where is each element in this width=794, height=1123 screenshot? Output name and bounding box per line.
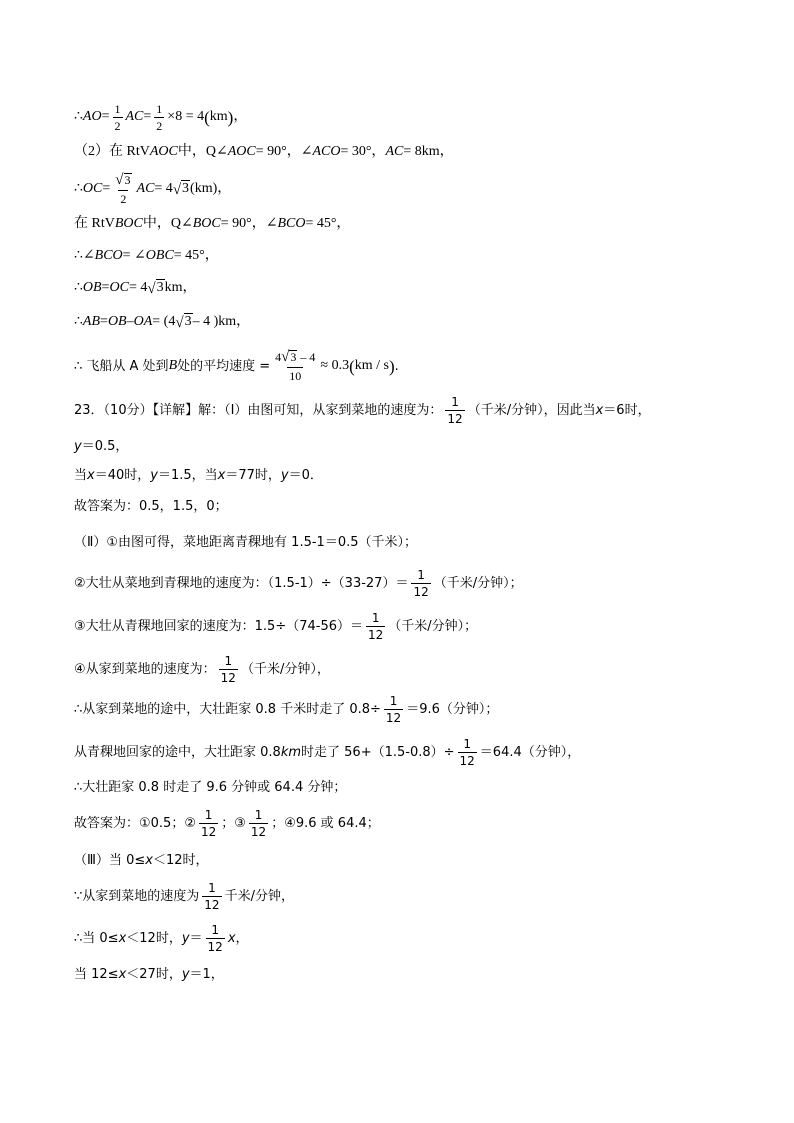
paren: ) [388,356,395,376]
fraction [199,809,218,838]
numerator-rest: – 4 [297,350,316,364]
var-text: B [168,358,178,373]
text: （千米/分钟）， [240,661,330,677]
var-text: OA [133,314,153,329]
fraction [154,103,164,132]
fraction-numerator [113,173,133,190]
fraction [458,738,477,767]
text: ；④9.6 或 64.4； [271,815,380,831]
line-8 [74,346,774,386]
var-text: AOC [149,144,178,159]
var-text: y [181,930,190,946]
var-text: AOC [227,144,256,159]
line-17 [74,692,774,726]
triangle-symbol: V [104,216,115,231]
numerator-coef: 4 [275,350,282,364]
text: 23．（10分）【详解】解：（Ⅰ）由图可知，从家到菜地的速度为： [74,402,443,418]
text: = ∠ [122,248,146,263]
text: = 45°， [305,216,351,231]
var-text: y [181,966,190,982]
line-19 [74,778,774,796]
line-14 [74,566,774,600]
line-3 [74,171,774,207]
text: = 30°， [340,144,386,159]
text: 中，Q∠ [177,144,228,159]
text: ＝ [189,930,203,946]
var-text: BOC [114,216,143,231]
var-text: AC [136,181,155,196]
fraction [206,924,225,953]
line-21 [74,851,774,869]
text: = 4 [128,280,148,295]
text: = (4 [152,314,176,329]
text: 千米/分钟， [224,888,294,904]
text: ④从家到菜地的速度为： [74,661,216,677]
fraction-numerator: 1 [417,567,425,582]
text: ②大壮从菜地到青稞地的速度为：（1.5-1）÷（33-27）＝ [74,575,409,591]
text: ＝0.5， [81,438,129,454]
line-5 [74,247,774,265]
var-text: AO [82,109,102,124]
var-text: x [595,402,604,418]
text: 故答案为：0.5，1.5，0； [74,498,228,514]
text: = 90°，∠ [255,144,313,159]
line-10 [74,437,774,455]
fraction-denominator: 2 [114,118,121,133]
text: （Ⅲ）当 0≤ [74,852,146,868]
paren: ) [227,107,234,127]
fraction [384,695,403,724]
text: = 4 [154,181,173,196]
line-23 [74,921,774,955]
line-18 [74,735,774,769]
text: (km)， [190,181,232,196]
var-text: OC [109,280,129,295]
unit-text: km [209,109,228,124]
text: ≈ 0.3 [320,358,350,373]
line-15 [74,609,774,643]
therefore-text: ∴ [74,280,83,295]
var-text: y [74,438,82,454]
radicand: 3 [290,350,297,365]
fraction-numerator: 1 [211,922,219,937]
text: ∴ 飞船从 A 处到 [74,358,169,374]
fraction [273,350,317,382]
fraction [249,809,268,838]
text: ＝77时， [225,467,281,483]
fraction-denominator: 12 [385,710,402,725]
text: 在 Rt [74,216,105,231]
text: ＝0． [288,467,323,483]
text: km， [164,280,197,295]
var-text: AB [82,314,101,329]
text: = [102,181,111,196]
fraction-denominator: 12 [250,824,267,839]
var-text: x [145,852,153,868]
fraction [113,103,123,132]
text: ＜27时， [126,966,182,982]
text: （千米/分钟）； [433,575,523,591]
text: ， [233,109,248,124]
fraction-denominator: 12 [207,939,223,954]
text: 当 [74,467,88,483]
var-text: OB [107,314,127,329]
text: = [143,109,152,124]
fraction-numerator [273,350,317,367]
text: = [101,280,110,295]
text: （千米/分钟），因此当 [467,402,596,418]
text: = 90°，∠ [220,216,278,231]
text: 故答案为：①0.5；② [74,815,196,831]
triangle-symbol: V [139,144,150,159]
fraction-numerator: 1 [451,394,459,409]
line-22 [74,879,774,913]
text: – 4 )km， [192,314,251,329]
text: ＝6时， [603,402,651,418]
text: ＝1.5，当 [157,467,218,483]
line-24 [74,965,774,983]
fraction-denominator: 12 [204,897,220,912]
text: = [101,109,110,124]
fraction-denominator: 2 [120,192,127,206]
sqrt: √ 3 [281,349,297,365]
var-text: BOC [192,216,221,231]
text: ＝64.4（分钟）， [479,744,581,760]
fraction [202,882,221,911]
line-20 [74,806,774,840]
text: ＝9.6（分钟）； [406,701,499,717]
fraction-denominator: 12 [459,753,475,768]
var-text: ACO [312,144,341,159]
unit-text: km [280,744,302,760]
fraction-denominator: 12 [220,670,236,685]
radicand: 3 [124,173,131,188]
fraction [219,655,238,684]
text: ＜12时， [126,930,182,946]
therefore-text: ∴ [74,314,83,329]
text: ∴大壮距家 0.8 时走了 9.6 分钟或 64.4 分钟； [74,779,347,795]
text: . [394,358,399,374]
text: （千米/分钟）； [388,618,478,634]
therefore-text: ∴ [74,181,83,196]
text: = 8km， [403,144,454,159]
fraction-numerator: 1 [208,880,216,895]
fraction-denominator: 12 [413,584,429,599]
text: ∴从家到菜地的途中，大壮距家 0.8 千米时走了 0.8÷ [74,701,381,717]
fraction-numerator: 1 [114,101,121,116]
radicand: 3 [156,280,164,296]
text: ＜12时， [152,852,209,868]
line-11 [74,466,774,484]
var-text: y [280,467,289,483]
var-text: BCO [94,248,123,263]
fraction-numerator: 1 [156,101,163,116]
var-text: AC [125,109,144,124]
line-9 [74,393,774,427]
line-7 [74,312,774,332]
fraction-numerator: 1 [224,653,233,668]
fraction-denominator: 10 [289,369,302,383]
text: 中，Q∠ [142,216,193,231]
unit-text: km / s [354,358,389,373]
fraction-denominator: 12 [200,824,217,839]
line-6 [74,278,774,298]
var-text: OBC [145,248,174,263]
fraction-numerator: 1 [204,807,213,822]
sqrt: √ 3 [172,181,190,198]
paren: ( [349,356,355,376]
text: （Ⅱ）①由图可得，菜地距离青稞地有 1.5-1＝0.5（千米）； [74,534,417,550]
line-1 [74,101,774,133]
text: ∵从家到菜地的速度为 [74,888,200,904]
radicand: 3 [182,181,190,197]
fraction-numerator: 1 [254,807,263,822]
fraction-numerator: 1 [389,693,398,708]
text: 处的平均速度 = [177,358,271,374]
fraction [445,396,464,425]
var-text: x [118,966,127,982]
var-text: x [87,467,95,483]
text: 时走了 56+（1.5-0.8）÷ [301,744,455,760]
text: 当 12≤ [74,966,119,982]
fraction [366,612,385,641]
line-2 [74,143,774,161]
var-text: BCO [277,216,306,231]
line-16 [74,652,774,686]
var-text: OC [82,181,103,196]
line-12 [74,497,774,515]
text: ③大壮从青稞地回家的速度为：1.5÷（74-56）＝ [74,618,363,634]
var-text: x [217,467,226,483]
var-text: OB [82,280,102,295]
fraction [411,569,430,598]
paren: ( [204,107,210,127]
text: （2）在 Rt [74,144,140,159]
text: ∴∠ [74,248,95,263]
var-text: y [150,467,158,483]
radicand: 3 [184,314,192,330]
fraction-denominator: 12 [447,411,463,426]
text: ×8 = 4 [167,109,205,124]
text: 从青稞地回家的途中，大壮距家 0.8 [74,744,281,760]
text: ＝40时， [94,467,151,483]
fraction-numerator: 1 [371,610,380,625]
text: ∴当 0≤ [74,930,119,946]
line-4 [74,215,774,233]
text: = 45°， [173,248,219,263]
text: ＝1， [189,966,224,982]
fraction-denominator: 12 [368,627,384,642]
text: – [126,314,134,329]
var-text: AC [385,144,404,159]
var-text: x [118,930,127,946]
fraction [113,173,133,205]
therefore-text: ∴ [74,109,83,124]
text: ， [235,930,249,946]
fraction-numerator: 1 [463,736,471,751]
text: ；③ [221,815,246,831]
fraction-denominator: 2 [156,118,163,133]
var-text: x [227,930,236,946]
line-13 [74,533,774,551]
sqrt: √ 3 [115,172,131,188]
text: = [100,314,108,329]
sqrt: √ 3 [175,314,192,331]
sqrt: √ 3 [147,280,164,297]
